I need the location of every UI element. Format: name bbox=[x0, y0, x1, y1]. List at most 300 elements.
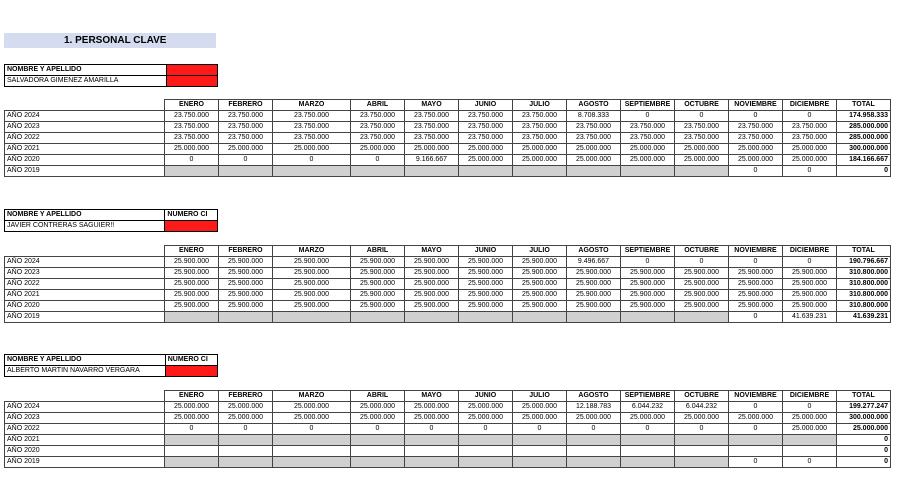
ci-label: NUMERO CI bbox=[165, 210, 218, 221]
table-cell bbox=[351, 457, 405, 468]
table-cell: 25.900.000 bbox=[405, 279, 459, 290]
table-cell: 25.000.000 bbox=[165, 144, 219, 155]
table-cell: 25.000.000 bbox=[459, 144, 513, 155]
table-cell: 23.750.000 bbox=[783, 133, 837, 144]
table-cell bbox=[675, 312, 729, 323]
year-label: AÑO 2021 bbox=[5, 144, 165, 155]
table-cell: 9.496.667 bbox=[567, 257, 621, 268]
table-cell: 25.000.000 bbox=[729, 155, 783, 166]
table-cell bbox=[567, 446, 621, 457]
table-cell bbox=[675, 446, 729, 457]
table-row bbox=[5, 435, 891, 446]
table-cell: 23.750.000 bbox=[621, 122, 675, 133]
table-cell: 25.900.000 bbox=[513, 268, 567, 279]
table-cell: 25.900.000 bbox=[567, 279, 621, 290]
year-label: AÑO 2023 bbox=[5, 122, 165, 133]
column-header: NOVIEMBRE bbox=[729, 100, 783, 111]
table-cell: 25.900.000 bbox=[219, 279, 273, 290]
year-label: AÑO 2019 bbox=[5, 166, 165, 177]
table-cell: 23.750.000 bbox=[405, 122, 459, 133]
table-cell: 23.750.000 bbox=[165, 111, 219, 122]
column-header: ENERO bbox=[165, 100, 219, 111]
table-cell bbox=[273, 166, 351, 177]
table-cell: 25.000.000 bbox=[567, 413, 621, 424]
table-cell: 25.000.000 bbox=[405, 402, 459, 413]
table-cell: 41.639.231 bbox=[783, 312, 837, 323]
total-cell: 199.277.247 bbox=[837, 402, 891, 413]
table-cell: 0 bbox=[513, 424, 567, 435]
table-cell: 23.750.000 bbox=[351, 122, 405, 133]
table-cell: 25.000.000 bbox=[729, 144, 783, 155]
table-cell bbox=[621, 435, 675, 446]
table-cell bbox=[567, 435, 621, 446]
header-blank bbox=[5, 100, 165, 111]
table-cell: 23.750.000 bbox=[567, 122, 621, 133]
table-cell bbox=[513, 457, 567, 468]
table-cell bbox=[513, 446, 567, 457]
column-header: JUNIO bbox=[459, 391, 513, 402]
table-cell: 25.900.000 bbox=[351, 279, 405, 290]
column-header: ENERO bbox=[165, 391, 219, 402]
table-cell: 0 bbox=[783, 111, 837, 122]
table-cell bbox=[405, 312, 459, 323]
column-header: TOTAL bbox=[837, 100, 891, 111]
table-cell: 25.000.000 bbox=[567, 144, 621, 155]
table-cell bbox=[513, 312, 567, 323]
column-header: JULIO bbox=[513, 391, 567, 402]
table-cell: 23.750.000 bbox=[165, 133, 219, 144]
table-row bbox=[5, 257, 891, 268]
table-cell bbox=[351, 435, 405, 446]
table-cell: 0 bbox=[675, 424, 729, 435]
section-title: 1. PERSONAL CLAVE bbox=[4, 33, 216, 48]
table-cell bbox=[273, 312, 351, 323]
header-blank bbox=[5, 246, 165, 257]
table-row bbox=[5, 312, 891, 323]
table-cell: 0 bbox=[729, 424, 783, 435]
table-cell: 25.000.000 bbox=[513, 413, 567, 424]
table-cell: 25.900.000 bbox=[459, 257, 513, 268]
table-cell bbox=[621, 166, 675, 177]
employee-name-block bbox=[4, 354, 218, 377]
table-cell: 25.000.000 bbox=[513, 144, 567, 155]
table-cell: 25.000.000 bbox=[621, 144, 675, 155]
table-cell bbox=[513, 435, 567, 446]
column-header: AGOSTO bbox=[567, 100, 621, 111]
column-header: SEPTIEMBRE bbox=[621, 246, 675, 257]
table-cell bbox=[219, 435, 273, 446]
table-cell: 0 bbox=[405, 424, 459, 435]
table-cell: 25.900.000 bbox=[567, 301, 621, 312]
table-cell bbox=[621, 312, 675, 323]
table-cell: 23.750.000 bbox=[459, 133, 513, 144]
table-cell bbox=[165, 312, 219, 323]
column-header: ABRIL bbox=[351, 100, 405, 111]
table-cell: 23.750.000 bbox=[567, 133, 621, 144]
employee-name: SALVADORA GIMENEZ AMARILLA bbox=[5, 76, 167, 87]
total-cell: 300.000.000 bbox=[837, 144, 891, 155]
table-cell: 25.900.000 bbox=[165, 301, 219, 312]
table-cell: 25.900.000 bbox=[621, 268, 675, 279]
table-cell: 25.900.000 bbox=[165, 268, 219, 279]
redacted-ci-value bbox=[165, 221, 218, 232]
employee-name: JAVIER CONTRERAS SAGUIER!! bbox=[5, 221, 165, 232]
column-header: MARZO bbox=[273, 246, 351, 257]
table-cell: 25.000.000 bbox=[219, 144, 273, 155]
table-cell: 25.900.000 bbox=[273, 301, 351, 312]
table-cell: 25.900.000 bbox=[459, 301, 513, 312]
table-cell bbox=[459, 457, 513, 468]
table-cell: 0 bbox=[621, 424, 675, 435]
table-cell: 0 bbox=[351, 424, 405, 435]
table-cell: 23.750.000 bbox=[729, 133, 783, 144]
year-label: AÑO 2020 bbox=[5, 446, 165, 457]
table-cell: 25.000.000 bbox=[783, 144, 837, 155]
total-cell: 190.796.667 bbox=[837, 257, 891, 268]
table-cell: 0 bbox=[729, 312, 783, 323]
table-cell: 25.000.000 bbox=[621, 413, 675, 424]
table-cell: 0 bbox=[729, 111, 783, 122]
table-row bbox=[5, 122, 891, 133]
table-cell: 25.000.000 bbox=[459, 413, 513, 424]
table-cell bbox=[729, 446, 783, 457]
table-cell bbox=[219, 457, 273, 468]
total-cell: 300.000.000 bbox=[837, 413, 891, 424]
total-cell: 184.166.667 bbox=[837, 155, 891, 166]
table-row bbox=[5, 144, 891, 155]
table-cell bbox=[459, 446, 513, 457]
table-cell: 25.900.000 bbox=[513, 279, 567, 290]
table-cell: 25.000.000 bbox=[351, 144, 405, 155]
table-row bbox=[5, 446, 891, 457]
table-row bbox=[5, 111, 891, 122]
table-cell: 25.000.000 bbox=[219, 413, 273, 424]
name-label: NOMBRE Y APELLIDO bbox=[5, 210, 165, 221]
total-cell: 310.800.000 bbox=[837, 279, 891, 290]
table-cell: 23.750.000 bbox=[513, 133, 567, 144]
table-cell bbox=[165, 446, 219, 457]
table-cell: 25.900.000 bbox=[165, 279, 219, 290]
table-cell bbox=[459, 312, 513, 323]
total-cell: 310.800.000 bbox=[837, 301, 891, 312]
table-cell bbox=[219, 312, 273, 323]
table-cell: 12.188.783 bbox=[567, 402, 621, 413]
table-cell: 25.000.000 bbox=[273, 413, 351, 424]
table-cell: 0 bbox=[219, 155, 273, 166]
table-cell: 25.900.000 bbox=[459, 279, 513, 290]
table-cell: 23.750.000 bbox=[459, 111, 513, 122]
table-cell bbox=[675, 435, 729, 446]
table-cell bbox=[165, 435, 219, 446]
table-row bbox=[5, 301, 891, 312]
column-header: MAYO bbox=[405, 246, 459, 257]
table-cell: 25.900.000 bbox=[273, 268, 351, 279]
table-cell: 25.900.000 bbox=[513, 257, 567, 268]
table-cell bbox=[567, 457, 621, 468]
table-cell: 25.900.000 bbox=[783, 290, 837, 301]
year-label: AÑO 2022 bbox=[5, 424, 165, 435]
table-cell: 25.900.000 bbox=[219, 290, 273, 301]
total-cell: 285.000.000 bbox=[837, 122, 891, 133]
table-row bbox=[5, 166, 891, 177]
table-cell: 0 bbox=[729, 457, 783, 468]
column-header: JULIO bbox=[513, 246, 567, 257]
table-cell: 23.750.000 bbox=[405, 133, 459, 144]
table-cell: 25.900.000 bbox=[729, 290, 783, 301]
table-cell: 23.750.000 bbox=[273, 111, 351, 122]
table-cell bbox=[351, 166, 405, 177]
table-cell: 0 bbox=[729, 402, 783, 413]
table-cell: 23.750.000 bbox=[459, 122, 513, 133]
table-cell: 25.000.000 bbox=[273, 402, 351, 413]
table-row bbox=[5, 279, 891, 290]
year-label: AÑO 2019 bbox=[5, 457, 165, 468]
table-row bbox=[5, 457, 891, 468]
table-cell: 25.000.000 bbox=[405, 413, 459, 424]
table-cell: 25.900.000 bbox=[273, 257, 351, 268]
table-cell: 8.708.333 bbox=[567, 111, 621, 122]
table-cell bbox=[567, 166, 621, 177]
table-cell: 25.900.000 bbox=[729, 279, 783, 290]
table-cell bbox=[219, 166, 273, 177]
column-header: TOTAL bbox=[837, 246, 891, 257]
table-cell bbox=[729, 435, 783, 446]
table-cell: 23.750.000 bbox=[273, 122, 351, 133]
table-cell: 25.900.000 bbox=[351, 268, 405, 279]
column-header: FEBRERO bbox=[219, 100, 273, 111]
column-header: SEPTIEMBRE bbox=[621, 391, 675, 402]
table-cell: 25.000.000 bbox=[621, 155, 675, 166]
year-label: AÑO 2024 bbox=[5, 257, 165, 268]
column-header: ABRIL bbox=[351, 391, 405, 402]
table-row bbox=[5, 402, 891, 413]
table-cell: 0 bbox=[675, 111, 729, 122]
table-cell: 25.900.000 bbox=[219, 301, 273, 312]
table-cell: 0 bbox=[273, 155, 351, 166]
table-cell: 25.900.000 bbox=[783, 268, 837, 279]
table-cell: 25.900.000 bbox=[675, 301, 729, 312]
table-cell: 25.000.000 bbox=[729, 413, 783, 424]
table-cell: 9.166.667 bbox=[405, 155, 459, 166]
column-header: TOTAL bbox=[837, 391, 891, 402]
table-cell: 23.750.000 bbox=[219, 133, 273, 144]
redacted-ci-value bbox=[166, 76, 217, 87]
year-label: AÑO 2023 bbox=[5, 413, 165, 424]
table-cell: 25.900.000 bbox=[783, 279, 837, 290]
salary-table bbox=[4, 390, 891, 468]
column-header: FEBRERO bbox=[219, 391, 273, 402]
table-cell: 25.900.000 bbox=[351, 257, 405, 268]
total-cell: 310.800.000 bbox=[837, 268, 891, 279]
table-cell: 25.900.000 bbox=[621, 290, 675, 301]
table-cell: 0 bbox=[783, 457, 837, 468]
column-header: JUNIO bbox=[459, 246, 513, 257]
table-cell bbox=[273, 457, 351, 468]
table-cell: 23.750.000 bbox=[675, 133, 729, 144]
redacted-ci-value bbox=[165, 366, 217, 377]
table-cell: 25.900.000 bbox=[729, 268, 783, 279]
column-header: MAYO bbox=[405, 100, 459, 111]
year-label: AÑO 2024 bbox=[5, 111, 165, 122]
table-cell bbox=[567, 312, 621, 323]
name-label: NOMBRE Y APELLIDO bbox=[5, 355, 166, 366]
table-cell: 25.900.000 bbox=[219, 257, 273, 268]
column-header: MAYO bbox=[405, 391, 459, 402]
table-cell bbox=[783, 435, 837, 446]
table-cell: 25.900.000 bbox=[621, 279, 675, 290]
table-cell: 25.900.000 bbox=[567, 290, 621, 301]
table-cell bbox=[405, 446, 459, 457]
table-cell: 25.900.000 bbox=[459, 290, 513, 301]
table-cell: 0 bbox=[351, 155, 405, 166]
column-header: DICIEMBRE bbox=[783, 246, 837, 257]
table-cell: 25.000.000 bbox=[783, 155, 837, 166]
table-cell bbox=[675, 457, 729, 468]
table-cell: 0 bbox=[567, 424, 621, 435]
column-header: AGOSTO bbox=[567, 246, 621, 257]
total-cell: 0 bbox=[837, 446, 891, 457]
table-cell: 25.000.000 bbox=[459, 402, 513, 413]
table-row bbox=[5, 290, 891, 301]
column-header: NOVIEMBRE bbox=[729, 391, 783, 402]
table-cell: 23.750.000 bbox=[405, 111, 459, 122]
table-cell bbox=[621, 457, 675, 468]
column-header: JULIO bbox=[513, 100, 567, 111]
column-header: OCTUBRE bbox=[675, 100, 729, 111]
table-row bbox=[5, 413, 891, 424]
table-cell: 25.000.000 bbox=[165, 402, 219, 413]
table-cell: 0 bbox=[729, 166, 783, 177]
table-cell: 25.000.000 bbox=[405, 144, 459, 155]
table-cell bbox=[351, 312, 405, 323]
table-cell: 23.750.000 bbox=[351, 133, 405, 144]
table-cell: 23.750.000 bbox=[219, 111, 273, 122]
table-cell: 25.000.000 bbox=[675, 155, 729, 166]
total-cell: 41.639.231 bbox=[837, 312, 891, 323]
table-cell: 25.000.000 bbox=[783, 424, 837, 435]
table-cell: 23.750.000 bbox=[621, 133, 675, 144]
table-cell: 23.750.000 bbox=[351, 111, 405, 122]
table-cell: 25.000.000 bbox=[459, 155, 513, 166]
table-cell: 25.000.000 bbox=[513, 402, 567, 413]
salary-table bbox=[4, 99, 891, 177]
table-cell: 23.750.000 bbox=[675, 122, 729, 133]
table-cell: 25.000.000 bbox=[675, 144, 729, 155]
table-cell: 25.000.000 bbox=[165, 413, 219, 424]
column-header: MARZO bbox=[273, 391, 351, 402]
table-cell: 0 bbox=[621, 111, 675, 122]
table-cell: 25.000.000 bbox=[219, 402, 273, 413]
table-cell bbox=[165, 166, 219, 177]
table-cell: 23.750.000 bbox=[165, 122, 219, 133]
table-cell: 25.900.000 bbox=[219, 268, 273, 279]
column-header: JUNIO bbox=[459, 100, 513, 111]
column-header: OCTUBRE bbox=[675, 391, 729, 402]
table-row bbox=[5, 155, 891, 166]
total-cell: 310.800.000 bbox=[837, 290, 891, 301]
year-label: AÑO 2024 bbox=[5, 402, 165, 413]
header-blank bbox=[5, 391, 165, 402]
table-cell bbox=[405, 457, 459, 468]
table-cell: 0 bbox=[783, 402, 837, 413]
table-cell: 0 bbox=[729, 257, 783, 268]
table-cell: 0 bbox=[675, 257, 729, 268]
table-cell: 23.750.000 bbox=[219, 122, 273, 133]
total-cell: 25.000.000 bbox=[837, 424, 891, 435]
table-cell bbox=[219, 446, 273, 457]
year-label: AÑO 2023 bbox=[5, 268, 165, 279]
table-cell: 25.000.000 bbox=[351, 413, 405, 424]
year-label: AÑO 2022 bbox=[5, 133, 165, 144]
table-cell bbox=[459, 435, 513, 446]
table-cell bbox=[675, 166, 729, 177]
ci-label: NUMERO CI bbox=[165, 355, 217, 366]
table-cell: 25.900.000 bbox=[675, 268, 729, 279]
column-header: SEPTIEMBRE bbox=[621, 100, 675, 111]
table-cell: 25.900.000 bbox=[165, 290, 219, 301]
column-header: MARZO bbox=[273, 100, 351, 111]
table-cell: 25.900.000 bbox=[351, 290, 405, 301]
employee-name-block bbox=[4, 209, 218, 232]
table-cell: 25.900.000 bbox=[165, 257, 219, 268]
total-cell: 0 bbox=[837, 457, 891, 468]
table-cell: 25.000.000 bbox=[675, 413, 729, 424]
table-cell bbox=[273, 435, 351, 446]
table-cell: 25.900.000 bbox=[405, 301, 459, 312]
table-cell: 25.000.000 bbox=[567, 155, 621, 166]
table-cell: 25.900.000 bbox=[729, 301, 783, 312]
table-cell bbox=[621, 446, 675, 457]
employee-name-block bbox=[4, 64, 218, 87]
table-cell: 25.900.000 bbox=[459, 268, 513, 279]
table-cell: 0 bbox=[459, 424, 513, 435]
table-cell: 23.750.000 bbox=[513, 122, 567, 133]
table-cell: 23.750.000 bbox=[783, 122, 837, 133]
year-label: AÑO 2020 bbox=[5, 155, 165, 166]
total-cell: 0 bbox=[837, 166, 891, 177]
name-label: NOMBRE Y APELLIDO bbox=[5, 65, 167, 76]
year-label: AÑO 2021 bbox=[5, 290, 165, 301]
salary-table bbox=[4, 245, 891, 323]
employee-name: ALBERTO MARTIN NAVARRO VERGARA bbox=[5, 366, 166, 377]
table-cell bbox=[783, 446, 837, 457]
year-label: AÑO 2020 bbox=[5, 301, 165, 312]
ci-label bbox=[166, 65, 217, 76]
table-cell: 25.900.000 bbox=[405, 257, 459, 268]
table-cell: 0 bbox=[273, 424, 351, 435]
column-header: NOVIEMBRE bbox=[729, 246, 783, 257]
table-cell: 6.044.232 bbox=[675, 402, 729, 413]
table-cell: 25.000.000 bbox=[513, 155, 567, 166]
column-header: ENERO bbox=[165, 246, 219, 257]
table-cell: 25.900.000 bbox=[621, 301, 675, 312]
table-cell: 25.000.000 bbox=[351, 402, 405, 413]
column-header: OCTUBRE bbox=[675, 246, 729, 257]
table-cell: 25.900.000 bbox=[783, 301, 837, 312]
table-cell bbox=[459, 166, 513, 177]
table-cell bbox=[165, 457, 219, 468]
table-cell: 25.900.000 bbox=[351, 301, 405, 312]
table-cell: 0 bbox=[219, 424, 273, 435]
table-cell bbox=[351, 446, 405, 457]
table-cell: 0 bbox=[783, 166, 837, 177]
table-cell: 6.044.232 bbox=[621, 402, 675, 413]
table-cell: 0 bbox=[165, 424, 219, 435]
column-header: ABRIL bbox=[351, 246, 405, 257]
year-label: AÑO 2021 bbox=[5, 435, 165, 446]
table-cell: 25.900.000 bbox=[405, 290, 459, 301]
table-cell: 0 bbox=[165, 155, 219, 166]
